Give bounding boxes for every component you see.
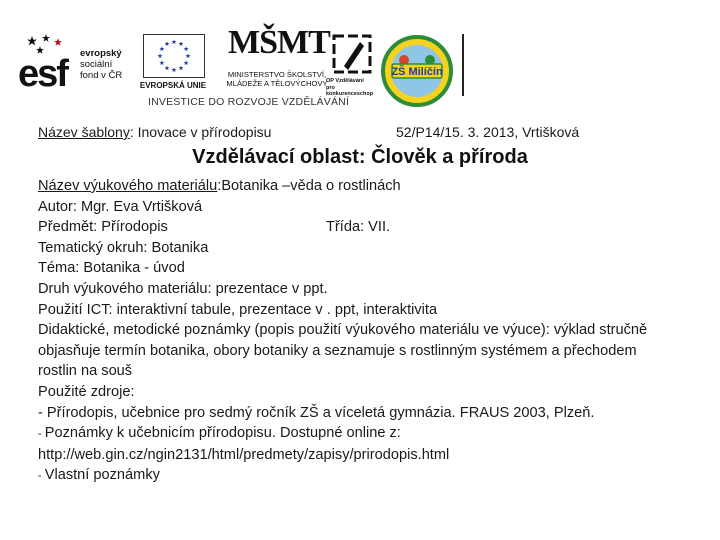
- material-line: [38, 176, 678, 197]
- msmt-caption: [218, 70, 336, 88]
- source-text: Poznámky k učebnicím přírodopisu. Dostupné online z: http://web.gin.cz/ngin2131/html/predmety/zapisy/prirodopis.html: [38, 425, 450, 463]
- op-caption-line: OP Vzdělávání: [326, 78, 364, 84]
- msmt-mark: MŠMT: [228, 24, 330, 61]
- author-line: Autor: Mgr. Eva Vrtišková: [38, 198, 203, 215]
- esf-letters: esf: [18, 53, 67, 95]
- logo-divider: [462, 34, 464, 96]
- source-dash: -: [38, 428, 45, 441]
- template-line: [38, 124, 271, 140]
- esf-logo: [18, 34, 134, 96]
- eu-flag-icon: [143, 34, 205, 78]
- op-caption-line: pro konkurenceschop: [326, 84, 374, 97]
- material-label: Název výukového materiálu: [38, 178, 218, 194]
- didactic-notes: Didaktické, metodické poznámky (popis použití výukového materiálu ve výuce): výklad stručně objasňuje termín botanika, obory botaniky a seznamuje s rostlinným systémem a přechodem rostlin na souš: [38, 322, 648, 380]
- op-logo-icon: [330, 32, 376, 80]
- source-item: [38, 465, 678, 487]
- esf-caption-line: evropský: [80, 48, 122, 59]
- sources-label: Použité zdroje:: [38, 383, 135, 400]
- logo-bar: [18, 24, 498, 114]
- msmt-caption-line: MLÁDEŽE A TĚLOVÝCHOVY: [226, 79, 328, 88]
- investment-slogan: INVESTICE DO ROZVOJE VZDĚLÁVÁNÍ: [148, 96, 350, 108]
- msmt-caption-line: MINISTERSTVO ŠKOLSTVÍ,: [227, 70, 327, 79]
- class-text: Třída: VII.: [326, 219, 391, 236]
- eu-logo: [136, 34, 210, 98]
- material-type-line: Druh výukového materiálu: prezentace v ppt.: [38, 280, 328, 297]
- esf-caption-line: sociální: [80, 59, 113, 70]
- topic-area-line: Tematický okruh: Botanika: [38, 239, 209, 256]
- school-logo-label: ZŠ Milíčín: [391, 66, 443, 78]
- source-item: [38, 423, 678, 465]
- msmt-logo: [218, 24, 336, 100]
- subject-text: Předmět: Přírodopis: [38, 219, 168, 236]
- template-value: : Inovace v přírodopisu: [129, 124, 272, 140]
- theme-line: Téma: Botanika - úvod: [38, 260, 185, 277]
- op-caption: [326, 78, 378, 98]
- esf-caption-line: fond v ČR: [80, 70, 123, 81]
- info-block: [38, 176, 678, 487]
- school-logo-icon: [380, 34, 454, 108]
- template-label: Název šablony: [38, 124, 130, 140]
- esf-caption: [80, 48, 122, 81]
- material-value: :Botanika –věda o rostlinách: [217, 178, 401, 194]
- reference-text: 52/P14/15. 3. 2013, Vrtišková: [396, 124, 580, 140]
- source-text: Vlastní poznámky: [44, 467, 160, 484]
- ict-line: Použití ICT: interaktivní tabule, prezentace v . ppt, interaktivita: [38, 301, 438, 318]
- page-title: Vzdělávací oblast: Člověk a příroda: [192, 146, 528, 168]
- subject-line: [38, 217, 678, 238]
- eu-label: EVROPSKÁ UNIE: [139, 81, 207, 90]
- source-dash: -: [38, 470, 45, 483]
- source-item: - Přírodopis, učebnice pro sedmý ročník ZŠ a víceletá gymnázia. FRAUS 2003, Plzeň.: [38, 404, 595, 421]
